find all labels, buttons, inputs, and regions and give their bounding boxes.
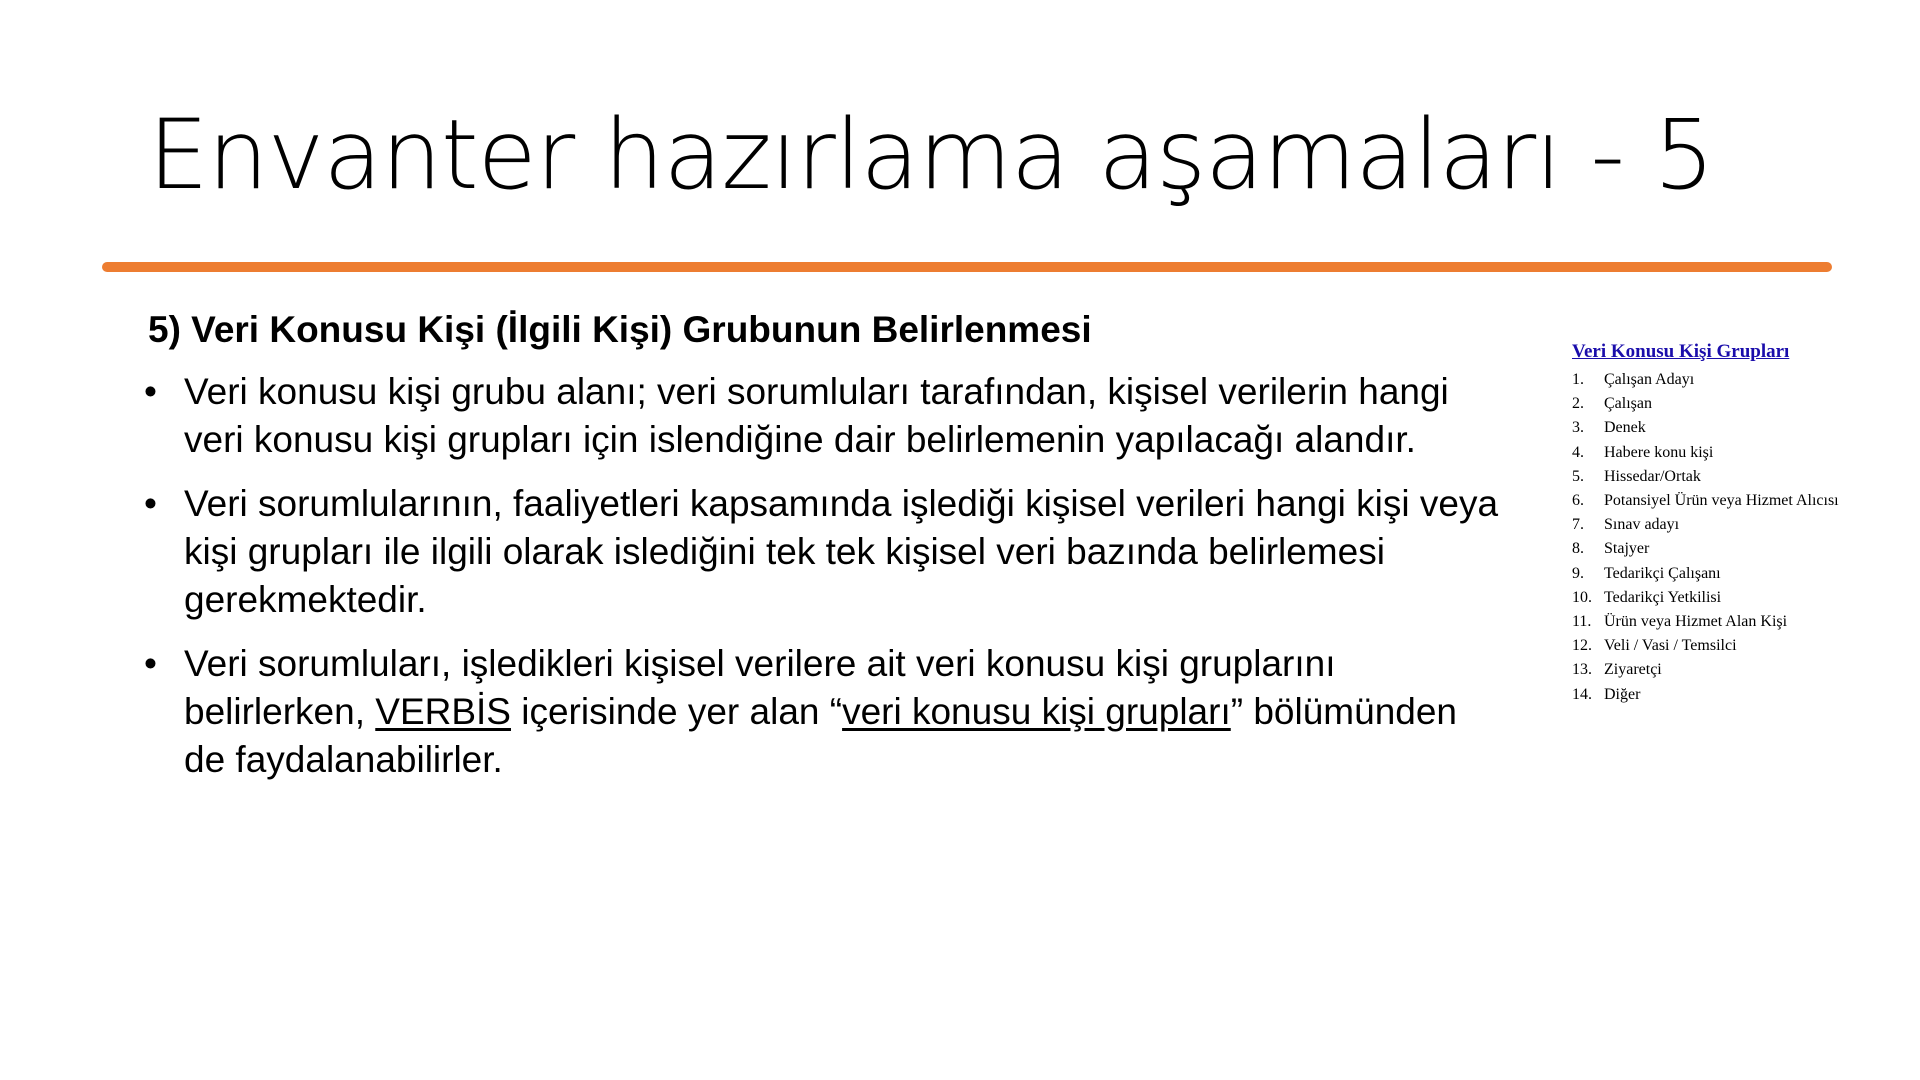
group-list-item — [1572, 610, 1902, 634]
group-item-label: Denek — [1604, 419, 1646, 437]
group-list-item — [1572, 489, 1902, 513]
group-item-number: 10. — [1572, 588, 1592, 606]
data-subject-groups-panel — [1572, 338, 1902, 707]
group-item-label: Potansiyel Ürün veya Hizmet Alıcısı — [1604, 492, 1839, 510]
group-list-item — [1572, 368, 1902, 392]
bullet-text-part: Veri sorumluları, işledikleri kişisel verilere ait veri konusu kişi gruplarını belirlerken, — [184, 643, 1336, 733]
group-list-item — [1572, 658, 1902, 682]
group-item-number: 14. — [1572, 685, 1592, 703]
group-item-number: 12. — [1572, 637, 1592, 655]
bullet-text-part: içerisinde yer alan “ — [510, 691, 843, 733]
group-item-label: Veli / Vasi / Temsilci — [1604, 637, 1737, 655]
bullet-icon: • — [144, 483, 157, 525]
data-subject-groups-link[interactable]: veri konusu kişi grupları — [842, 691, 1231, 733]
bullet-icon: • — [144, 643, 157, 685]
slide-title: Envanter hazırlama aşamaları - 5 — [148, 99, 1714, 211]
group-list-item — [1572, 537, 1902, 561]
group-item-label: Habere konu kişi — [1604, 443, 1714, 461]
bullet-item — [144, 640, 1508, 784]
group-item-label: Hissedar/Ortak — [1604, 467, 1701, 485]
group-item-number: 4. — [1572, 443, 1584, 461]
group-item-label: Diğer — [1604, 685, 1641, 703]
group-item-label: Tedarikçi Yetkilisi — [1604, 588, 1722, 606]
section-heading: 5) Veri Konusu Kişi (İlgili Kişi) Grubunun Belirlenmesi — [148, 309, 1092, 350]
group-item-label: Ziyaretçi — [1604, 661, 1662, 679]
group-item-number: 3. — [1572, 419, 1584, 437]
slide-content — [144, 306, 1508, 800]
group-item-number: 1. — [1572, 371, 1584, 388]
group-item-number: 7. — [1572, 516, 1584, 534]
group-item-number: 11. — [1572, 613, 1592, 631]
group-list-item — [1572, 441, 1902, 465]
group-item-label: Ürün veya Hizmet Alan Kişi — [1604, 613, 1788, 631]
group-item-number: 2. — [1572, 395, 1584, 413]
group-item-number: 13. — [1572, 661, 1592, 679]
groups-list — [1572, 368, 1902, 707]
group-list-item — [1572, 634, 1902, 658]
group-item-number: 5. — [1572, 467, 1584, 485]
group-list-item — [1572, 513, 1902, 537]
group-item-number: 9. — [1572, 564, 1584, 582]
group-item-label: Tedarikçi Çalışanı — [1604, 564, 1721, 582]
group-list-item — [1572, 465, 1902, 489]
bullet-icon: • — [144, 371, 157, 413]
bullet-text-part: ” bölümünden de faydalanabilirler. — [184, 691, 1458, 781]
verbis-link[interactable]: VERBİS — [375, 691, 511, 733]
group-list-item — [1572, 683, 1902, 707]
groups-panel-title-link[interactable]: Veri Konusu Kişi Grupları — [1572, 341, 1790, 362]
group-item-label: Stajyer — [1604, 540, 1650, 558]
group-list-item — [1572, 392, 1902, 416]
group-list-item — [1572, 562, 1902, 586]
group-item-label: Çalışan — [1604, 395, 1652, 413]
bullet-list — [144, 368, 1508, 784]
group-item-label: Sınav adayı — [1604, 516, 1680, 534]
group-item-label: Çalışan Adayı — [1604, 371, 1695, 388]
bullet-item — [144, 368, 1508, 464]
bullet-text: Veri sorumlularının, faaliyetleri kapsamında işlediği kişisel verileri hangi kişi veya kişi grupları ile ilgili olarak islediğini tek tek kişisel veri bazında belirlemesi gerekmektedir. — [184, 483, 1499, 621]
group-item-number: 6. — [1572, 492, 1584, 510]
group-list-item — [1572, 416, 1902, 440]
group-list-item — [1572, 586, 1902, 610]
title-divider — [102, 262, 1832, 272]
bullet-text: Veri konusu kişi grubu alanı; veri sorumluları tarafından, kişisel verilerin hangi veri konusu kişi grupları için islendiğine dair belirlemenin yapılacağı alandır. — [184, 371, 1449, 461]
group-item-number: 8. — [1572, 540, 1584, 558]
bullet-item — [144, 480, 1508, 624]
